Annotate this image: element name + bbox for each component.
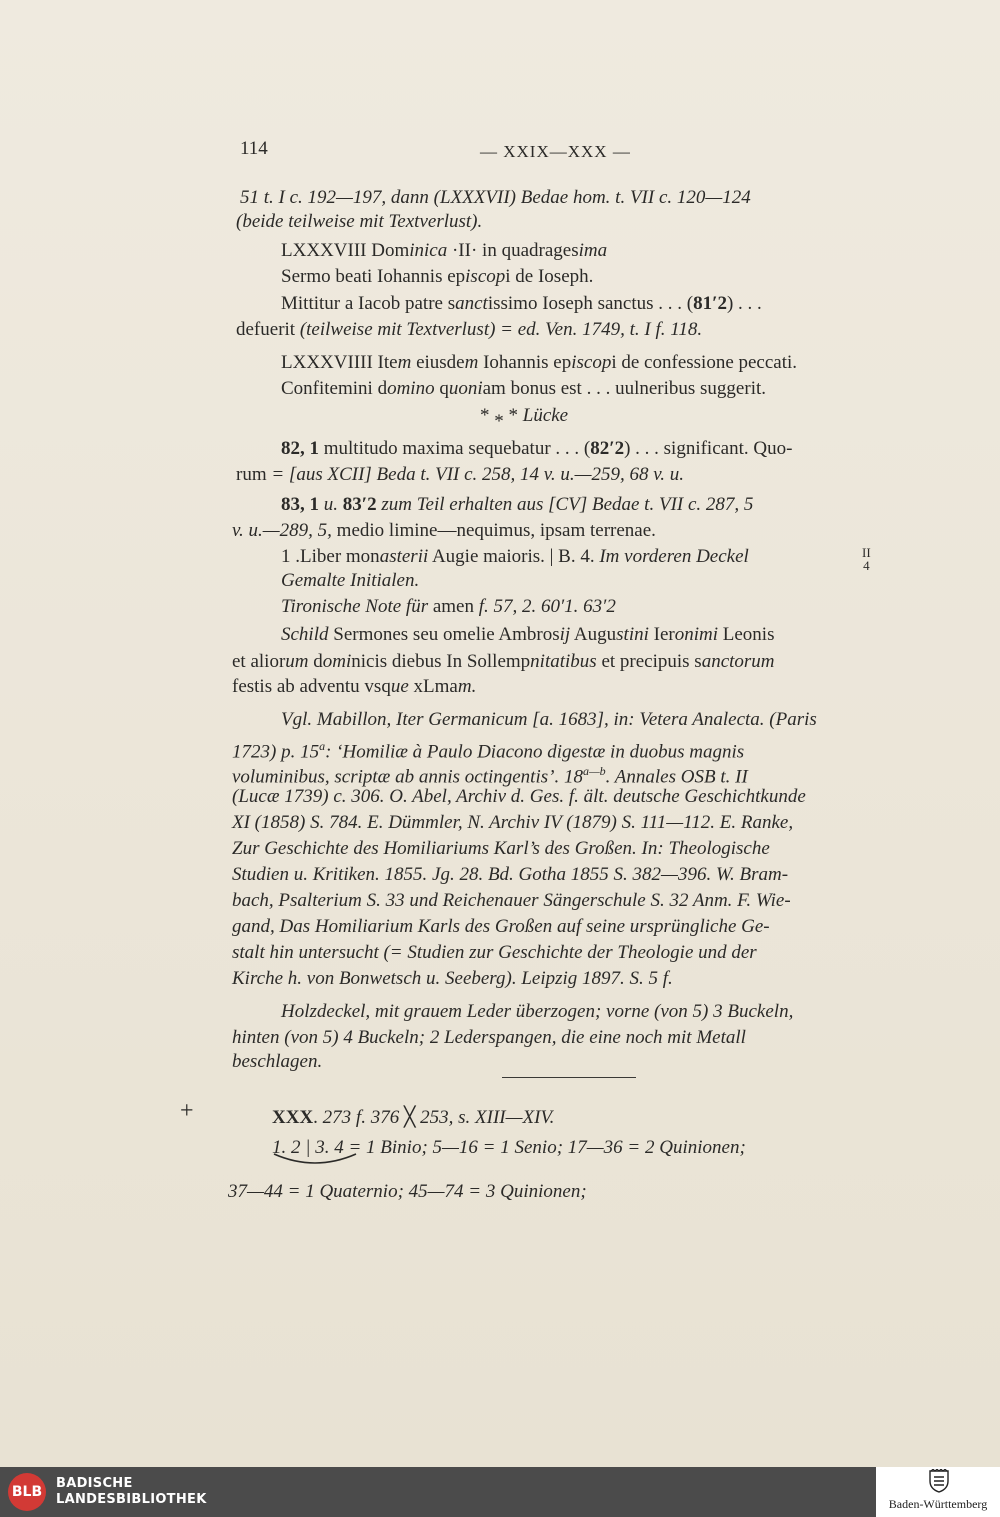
text-line [232,863,788,887]
text-line [281,351,797,375]
text-run: i de confessione peccati. [611,352,798,373]
text-run: 1723) p. 15 [232,741,320,763]
text-run: Studien u. Kritiken. 1855. Jg. 28. Bd. Gotha 1855 S. 382—396. W. Bram- [232,864,789,885]
text-run: (Lucæ 1739) c. 306. O. Abel, Archiv d. Ges. f. ält. deutsche Geschichtkunde [232,786,806,807]
text-line [281,265,593,289]
text-line [232,889,791,913]
text-line [232,1050,322,1074]
text-line [232,967,673,991]
text-run: omino [387,378,435,399]
text-run: a [319,739,326,753]
text-run: Sermo beati Iohannis ep [281,266,466,287]
text-run: v. u.—289, 5, [232,520,332,541]
text-run: ·II· in quadrages [447,240,579,261]
text-run: 83, 1 [281,494,319,515]
text-line [232,675,476,699]
text-run: Ier [648,624,675,645]
fraction-denominator: 4 [863,558,870,573]
text-run: 37—44 = 1 Quaternio; 45—74 = 3 Quinionen; [228,1181,587,1202]
text-run: ) . . . significant. Quo- [624,438,793,459]
text-line [232,650,775,674]
text-run: 81′2 [693,293,727,314]
text-run: omi [322,651,352,672]
text-run: Holzdeckel, mit grauem Leder überzogen; vorne (von 5) 3 Buckeln, [281,1001,794,1022]
text-run: et alior [232,651,286,672]
text-run: Mittitur a Iacob patre s [281,293,456,314]
section-divider [502,1077,636,1078]
text-run: Schild [281,624,329,645]
text-line [236,463,684,487]
text-run: anct [455,293,488,314]
text-run: rum [236,464,272,485]
text-run: LXXXVIIII Ite [281,352,398,373]
text-run: zum Teil erhalten aus [CV] Bedae t. VII c. 287, 5 [376,494,754,515]
text-run: f. 57, 2. 60′1. 63′2 [478,596,616,617]
text-line [232,837,770,861]
text-line [281,545,749,569]
text-run: Augie maioris. | B. 4. [428,546,600,567]
text-run: amen [428,596,479,617]
margin-plus-mark: + [180,1098,194,1124]
text-run: (beide teilweise mit Textverlust). [236,211,483,232]
text-run: iscop [571,352,612,373]
text-run: i de Ioseph. [505,266,594,287]
text-run: defuerit [236,319,300,340]
text-run: Gemalte Initialen. [281,570,420,591]
text-run: festis ab adventu vsq [232,676,391,697]
text-run: 1. 2 | 3. 4 = 1 Binio; 5—16 = 1 Senio; 17—36 = 2 Quinionen; [272,1137,746,1158]
text-line [232,785,806,809]
text-run: issimo Ioseph sanctus . . . ( [487,293,694,314]
text-run: et precipuis s [596,651,702,672]
text-run: 51 t. I c. 192—197, dann (LXXXVII) Bedae hom. t. VII c. 120—124 [240,187,751,208]
text-run: iscop [465,266,506,287]
text-run: Confitemini d [281,378,388,399]
text-run: . [313,1107,323,1128]
text-run: Vgl. Mabillon, Iter Germanicum [a. 1683], in: Vetera Analecta. (Paris [281,709,817,730]
text-run: 83′2 [342,494,377,515]
lacuna-marker [480,404,569,432]
library-name-line2: LANDESBIBLIOTHEK [56,1492,207,1507]
footer-bar [0,1467,1000,1517]
running-head: — XXIX—XXX — [480,142,631,161]
text-run: Kirche h. von Bonwetsch u. Seeberg). Leipzig 1897. S. 5 f. [232,968,673,989]
coat-of-arms-icon [928,1469,950,1493]
text-line [281,595,616,619]
blb-logo[interactable]: BLB [8,1473,46,1511]
state-label: Baden-Württemberg [888,1497,988,1511]
text-run: eiusde [411,352,465,373]
text-run: LXXXVIII Dom [281,240,410,261]
text-run: nitatibus [530,651,597,672]
text-run: ) . . . [726,293,762,314]
text-run: XI (1858) S. 784. E. Dümmler, N. Archiv IV (1879) S. 111—112. E. Ranke, [232,812,794,833]
text-run: q [434,378,449,399]
binding-arc-mark [270,1150,360,1172]
text-line [232,915,770,939]
text-run: anctorum [701,651,775,672]
text-run: 82, 1 [281,438,319,459]
text-run: am bonus est . . . uulneribus suggerit. [482,378,766,399]
text-run: ue [390,676,409,697]
text-run: : ‘Homiliæ à Paulo Diacono digestæ in duobus magnis [325,741,745,763]
text-run: stini [616,624,649,645]
text-run: onimi [674,624,718,645]
text-line [281,1000,793,1024]
text-run: * [494,411,504,432]
text-run: Zur Geschichte des Homiliariums Karl’s des Großen. In: Theologische [232,838,770,859]
text-line [232,811,793,835]
text-run: XXX [272,1107,314,1128]
text-run: 82′2 [590,438,625,459]
library-name-line1: BADISCHE [56,1476,133,1491]
text-run: m [397,352,412,373]
text-run: stalt hin untersucht (= Studien zur Geschichte der Theologie und der [232,942,757,963]
text-line [228,1180,587,1204]
text-line [281,493,753,517]
text-line [281,437,792,461]
text-run: Iohannis ep [478,352,572,373]
text-line [281,623,774,647]
text-run: 1 .Liber mon [281,546,380,567]
text-run: multitudo maxima sequebatur . . . ( [319,438,591,459]
text-run: ima [578,240,608,261]
text-line [240,186,751,210]
text-run: 273 f. 376 ╳ 253, s. XIII—XIV. [322,1107,555,1128]
text-run: gand, Das Homiliarium Karls des Großen auf seine ursprüngliche Ge- [232,916,770,937]
text-line [236,210,482,234]
text-line [281,569,419,593]
margin-fraction [862,546,871,572]
text-run: Im vorderen Deckel [599,546,749,567]
state-logo-box[interactable] [876,1467,1000,1517]
text-run: inica [409,240,448,261]
text-run: um [285,651,309,672]
text-run: a—b [582,764,606,778]
text-run: * [503,405,523,426]
text-line [232,1026,746,1050]
text-run: = [aus XCII] Beda t. VII c. 258, 14 v. u.—259, 68 v. u. [271,464,684,485]
text-run: . Annales OSB t. II [605,766,748,788]
text-line [272,1106,554,1130]
text-run: uoni [448,378,483,399]
page-number: 114 [240,138,268,159]
text-run: Leonis [718,624,775,645]
library-name [56,1476,207,1508]
text-line [281,292,762,316]
text-run: d [308,651,323,672]
text-run: hinten (von 5) 4 Buckeln; 2 Lederspangen, die eine noch mit Metall [232,1027,746,1048]
text-run: Augu [570,624,617,645]
text-run: voluminibus, scriptæ ab annis octingentis’. 18 [232,766,583,788]
text-run: ij [559,624,571,645]
text-run: medio limine—nequimus, ipsam terrenae. [331,520,656,541]
text-run: m. [457,676,477,697]
text-run: asterii [379,546,429,567]
text-run: (teilweise mit Textverlust) = ed. Ven. 1749, t. I f. 118. [299,319,703,340]
text-run: m [464,352,479,373]
text-run: * [480,405,495,426]
text-run: bach, Psalterium S. 33 und Reichenauer Sängerschule S. 32 Anm. F. Wie- [232,890,791,911]
text-run: Sermones seu omelie Ambros [328,624,560,645]
text-line [281,377,766,401]
text-run: Tironische Note für [281,596,429,617]
text-line [236,318,702,342]
text-run: xLma [408,676,458,697]
text-run: u. [319,494,343,515]
text-run: nicis diebus In Sollemp [351,651,531,672]
text-line [281,708,817,732]
text-line [281,239,607,263]
text-run: Lücke [522,405,569,426]
text-run: beschlagen. [232,1051,323,1072]
text-line [232,519,656,543]
fraction-numerator: II [862,545,871,560]
text-line [232,941,757,965]
